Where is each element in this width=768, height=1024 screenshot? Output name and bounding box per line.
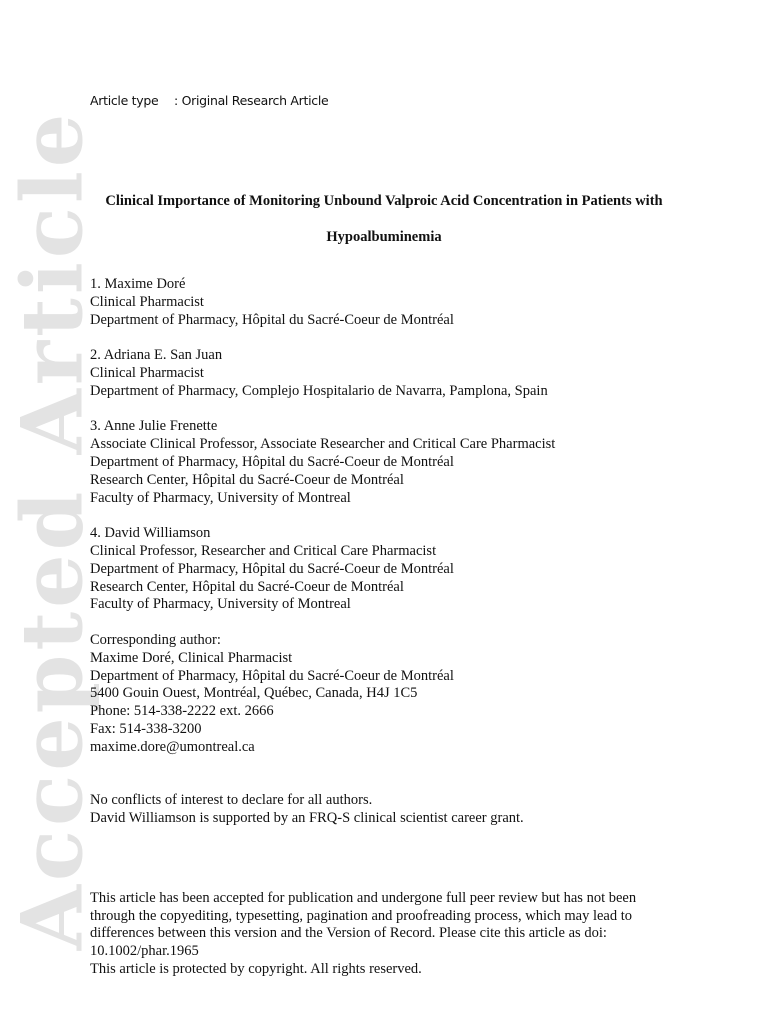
disclosure-line: David Williamson is supported by an FRQ-S clinical scientist career grant. (90, 809, 524, 826)
author-affiliation: Faculty of Pharmacy, University of Montreal (90, 489, 351, 506)
author-affiliation: Research Center, Hôpital du Sacré-Coeur de Montréal (90, 578, 404, 595)
author-affiliation: Faculty of Pharmacy, University of Montreal (90, 596, 351, 613)
author-block-1 (90, 276, 730, 329)
corresponding-author-block (90, 632, 730, 757)
author-affiliation: Clinical Professor, Researcher and Critical Care Pharmacist (90, 542, 437, 559)
corresponding-address: 5400 Gouin Ouest, Montréal, Québec, Canada, H4J 1C5 (90, 685, 418, 702)
article-type-value: : Original Research Article (174, 93, 329, 108)
notice-line: through the copyediting, typesetting, pagination and proofreading process, which may lead to (90, 907, 633, 924)
article-type-label: Article type (90, 93, 159, 108)
author-affiliation: Department of Pharmacy, Hôpital du Sacré-Coeur de Montréal (90, 453, 454, 470)
corresponding-fax: Fax: 514-338-3200 (90, 720, 202, 737)
acceptance-notice (90, 890, 730, 979)
disclosure-line: No conflicts of interest to declare for all authors. (90, 792, 373, 809)
front-matter (90, 276, 730, 979)
author-affiliation: Research Center, Hôpital du Sacré-Coeur de Montréal (90, 471, 404, 488)
accepted-article-watermark: Accepted Article (2, 109, 102, 951)
author-affiliation: Clinical Pharmacist (90, 293, 204, 310)
author-name: 3. Anne Julie Frenette (90, 418, 218, 435)
notice-line: This article has been accepted for publication and undergone full peer review but has not been (90, 889, 637, 906)
author-block-4 (90, 525, 730, 614)
corresponding-heading: Corresponding author: (90, 631, 221, 648)
copyright-line: This article is protected by copyright. All rights reserved. (90, 960, 422, 977)
paper-title-line-1: Clinical Importance of Monitoring Unbound Valproic Acid Concentration in Patients with (105, 193, 663, 209)
corresponding-line: Department of Pharmacy, Hôpital du Sacré-Coeur de Montréal (90, 667, 454, 684)
author-block-3 (90, 418, 730, 507)
author-name: 2. Adriana E. San Juan (90, 347, 223, 364)
disclosures-block (90, 792, 730, 828)
author-name: 1. Maxime Doré (90, 276, 186, 292)
author-block-2 (90, 347, 730, 400)
author-name: 4. David Williamson (90, 525, 211, 542)
corresponding-line: Maxime Doré, Clinical Pharmacist (90, 649, 293, 666)
author-affiliation: Department of Pharmacy, Complejo Hospitalario de Navarra, Pamplona, Spain (90, 382, 548, 399)
corresponding-email: maxime.dore@umontreal.ca (90, 738, 255, 755)
author-affiliation: Clinical Pharmacist (90, 364, 204, 381)
corresponding-phone: Phone: 514-338-2222 ext. 2666 (90, 703, 274, 720)
author-affiliation: Department of Pharmacy, Hôpital du Sacré-Coeur de Montréal (90, 311, 454, 328)
author-affiliation: Associate Clinical Professor, Associate Researcher and Critical Care Pharmacist (90, 436, 556, 453)
author-affiliation: Department of Pharmacy, Hôpital du Sacré-Coeur de Montréal (90, 560, 454, 577)
paper-title (0, 183, 768, 255)
article-type (90, 93, 328, 108)
notice-doi: 10.1002/phar.1965 (90, 943, 199, 960)
notice-line: differences between this version and the Version of Record. Please cite this article as doi: (90, 925, 607, 942)
paper-title-line-2: Hypoalbuminemia (326, 229, 442, 245)
